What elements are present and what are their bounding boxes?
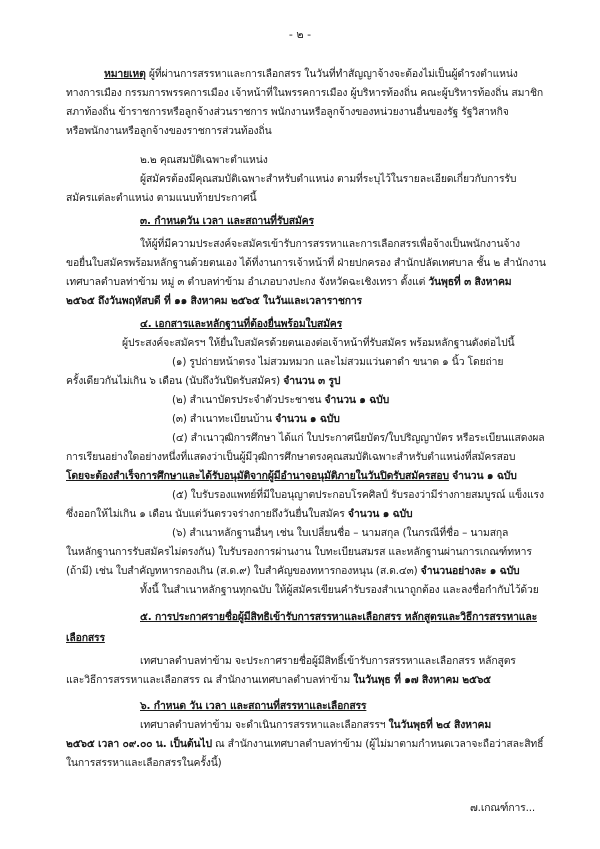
- note-line-3: สภาท้องถิ่น ข้าราชการหรือลูกจ้างส่วนราชการ พนักงานหรือลูกจ้างของหน่วยงานอื่นของรัฐ รัฐวิสาหกิจ: [66, 106, 509, 118]
- section-4-item-1-b: ครั้งเดียวกันไม่เกิน ๖ เดือน (นับถึงวันปิดรับสมัคร) จำนวน ๓ รูป: [66, 375, 341, 387]
- section-3-line-4: ๒๕๖๕ ถึงวันพฤหัสบดี ที่ ๑๑ สิงหาคม ๒๕๖๕ ในวันและเวลาราชการ: [66, 295, 362, 307]
- section-4-item-4-b: การเรียนอย่างใดอย่างหนึ่งที่แสดงว่าเป็นผู้มีวุฒิการศึกษาตรงคุณสมบัติเฉพาะสำหรับตำแหน่งที่สมัครสอบ: [66, 451, 516, 463]
- section-6-line-1: เทศบาลตำบลท่าข้าม จะดำเนินการสรรหาและเลือกสรรฯ ในวันพุธที่ ๒๔ สิงหาคม: [140, 719, 492, 731]
- section-4-item-4-a: (๔) สำเนาวุฒิการศึกษา ได้แก่ ใบประกาศนียบัตร/ใบปริญญาบัตร หรือระเบียนแสดงผล: [172, 432, 545, 444]
- section-2-2-line-2: สมัครแต่ละตำแหน่ง ตามแนบท้ายประกาศนี้: [66, 192, 257, 204]
- note-line-4: หรือพนักงานหรือลูกจ้างของราชการส่วนท้องถิ่น: [66, 125, 272, 137]
- section-4-item-6-b: ในหลักฐานการรับสมัครไม่ตรงกัน) ใบรับรองการผ่านงาน ใบทะเบียนสมรส และหลักฐานผ่านการเกณฑ์ทหาร: [66, 546, 532, 558]
- section-4-item-4-c: โดยจะต้องสำเร็จการศึกษาและได้รับอนุมัติจากผู้มีอำนาจอนุมัติภายในวันปิดรับสมัครสอบ จำนวน ๑ ฉบับ: [66, 470, 517, 482]
- section-4-item-6-a: (๖) สำเนาหลักฐานอื่นๆ เช่น ใบเปลี่ยนชื่อ – นามสกุล (ในกรณีที่ชื่อ – นามสกุล: [172, 527, 509, 539]
- section-4-heading: ๔. เอกสารและหลักฐานที่ต้องยื่นพร้อมใบสมัคร: [140, 318, 343, 330]
- section-4-item-2: (๒) สำเนาบัตรประจำตัวประชาชน จำนวน ๑ ฉบับ: [172, 394, 390, 406]
- section-4-item-6-c: (ถ้ามี) เช่น ใบสำคัญทหารกองเกิน (ส.ด.๙) ใบสำคัญของทหารกองหนุน (ส.ด.๔๓) จำนวนอย่างละ ๑ ฉบับ: [66, 565, 520, 577]
- section-5-line-1: เทศบาลตำบลท่าข้าม จะประกาศรายชื่อผู้มีสิทธิ์เข้ารับการสรรหาและเลือกสรร หลักสูตร: [140, 655, 516, 667]
- section-6-line-3: ในการสรรหาและเลือกสรรในครั้งนี้): [66, 757, 222, 769]
- section-5-line-2: และวิธีการสรรหาและเลือกสรร ณ สำนักงานเทศบาลตำบลท่าข้าม ในวันพุธ ที่ ๑๗ สิงหาคม ๒๕๖๕: [66, 674, 491, 686]
- section-6-line-2: ๒๕๖๕ เวลา ๐๙.๐๐ น. เป็นต้นไป ณ สำนักงานเทศบาลตำบลท่าข้าม (ผู้ไม่มาตามกำหนดเวลาจะถือว่าสละสิทธิ์: [66, 738, 544, 750]
- section-4-item-5-a: (๕) ใบรับรองแพทย์ที่มีใบอนุญาตประกอบโรคศิลป์ รับรองว่ามีร่างกายสมบูรณ์ แข็งแรง: [172, 489, 544, 501]
- section-4-intro: ผู้ประสงค์จะสมัครฯ ให้ยื่นใบสมัครด้วยตนเองต่อเจ้าหน้าที่รับสมัคร พร้อมหลักฐานดังต่อไปนี้: [122, 337, 515, 349]
- section-3-heading: ๓. กำหนดวัน เวลา และสถานที่รับสมัคร: [140, 215, 314, 227]
- note-label: หมายเหตุ: [104, 68, 146, 80]
- section-6-heading: ๖. กำหนด วัน เวลา และสถานที่สรรหาและเลือกสรร: [140, 700, 367, 712]
- section-4-item-3: (๓) สำเนาทะเบียนบ้าน จำนวน ๑ ฉบับ: [172, 413, 340, 425]
- section-3-line-3: เทศบาลตำบลท่าข้าม หมู่ ๓ ตำบลท่าข้าม อำเภอบางปะกง จังหวัดฉะเชิงเทรา ตั้งแต่ วันพุธที่ ๓ สิงหาคม: [66, 276, 512, 288]
- section-5-heading-2: เลือกสรร: [66, 632, 105, 644]
- section-3-line-1: ให้ผู้ที่มีความประสงค์จะสมัครเข้ารับการสรรหาและการเลือกสรรเพื่อจ้างเป็นพนักงานจ้าง: [140, 238, 520, 250]
- section-3-line-2: ขอยื่นใบสมัครพร้อมหลักฐานด้วยตนเอง ได้ที่งานการเจ้าหน้าที่ ฝ่ายปกครอง สำนักปลัดเทศบาล ชั้น ๒ สำนักงาน: [66, 257, 546, 269]
- note-line-1: หมายเหตุ ผู้ที่ผ่านการสรรหาและการเลือกสรร ในวันที่ทำสัญญาจ้างจะต้องไม่เป็นผู้ดำรงตำแหน่ง: [104, 68, 518, 80]
- section-4-item-5-b: ซึ่งออกให้ไม่เกิน ๑ เดือน นับแต่วันตรวจร่างกายถึงวันยื่นใบสมัคร จำนวน ๑ ฉบับ: [66, 508, 413, 520]
- note-line-2: ทางการเมือง กรรมการพรรคการเมือง เจ้าหน้าที่ในพรรคการเมือง ผู้บริหารท้องถิ่น คณะผู้บริหารท้องถิ่น สมาชิก: [66, 87, 544, 99]
- section-5-heading-1: ๕. การประกาศรายชื่อผู้มีสิทธิเข้ารับการสรรหาและเลือกสรร หลักสูตรและวิธีการสรรหาและ: [140, 611, 537, 623]
- continued-marker: ๗.เกณฑ์การ...: [470, 802, 536, 814]
- section-4-item-1-a: (๑) รูปถ่ายหน้าตรง ไม่สวมหมวก และไม่สวมแว่นตาดำ ขนาด ๑ นิ้ว โดยถ่าย: [172, 356, 504, 368]
- page-number: - ๒ -: [288, 28, 312, 41]
- section-2-2-heading: ๒.๒ คุณสมบัติเฉพาะตำแหน่ง: [140, 154, 268, 166]
- section-4-closing: ทั้งนี้ ในสำเนาหลักฐานทุกฉบับ ให้ผู้สมัครเขียนคำรับรองสำเนาถูกต้อง และลงชื่อกำกับไว้ด้วย: [140, 584, 539, 596]
- section-2-2-line-1: ผู้สมัครต้องมีคุณสมบัติเฉพาะสำหรับตำแหน่ง ตามที่ระบุไว้ในรายละเอียดเกี่ยวกับการรับ: [140, 173, 517, 185]
